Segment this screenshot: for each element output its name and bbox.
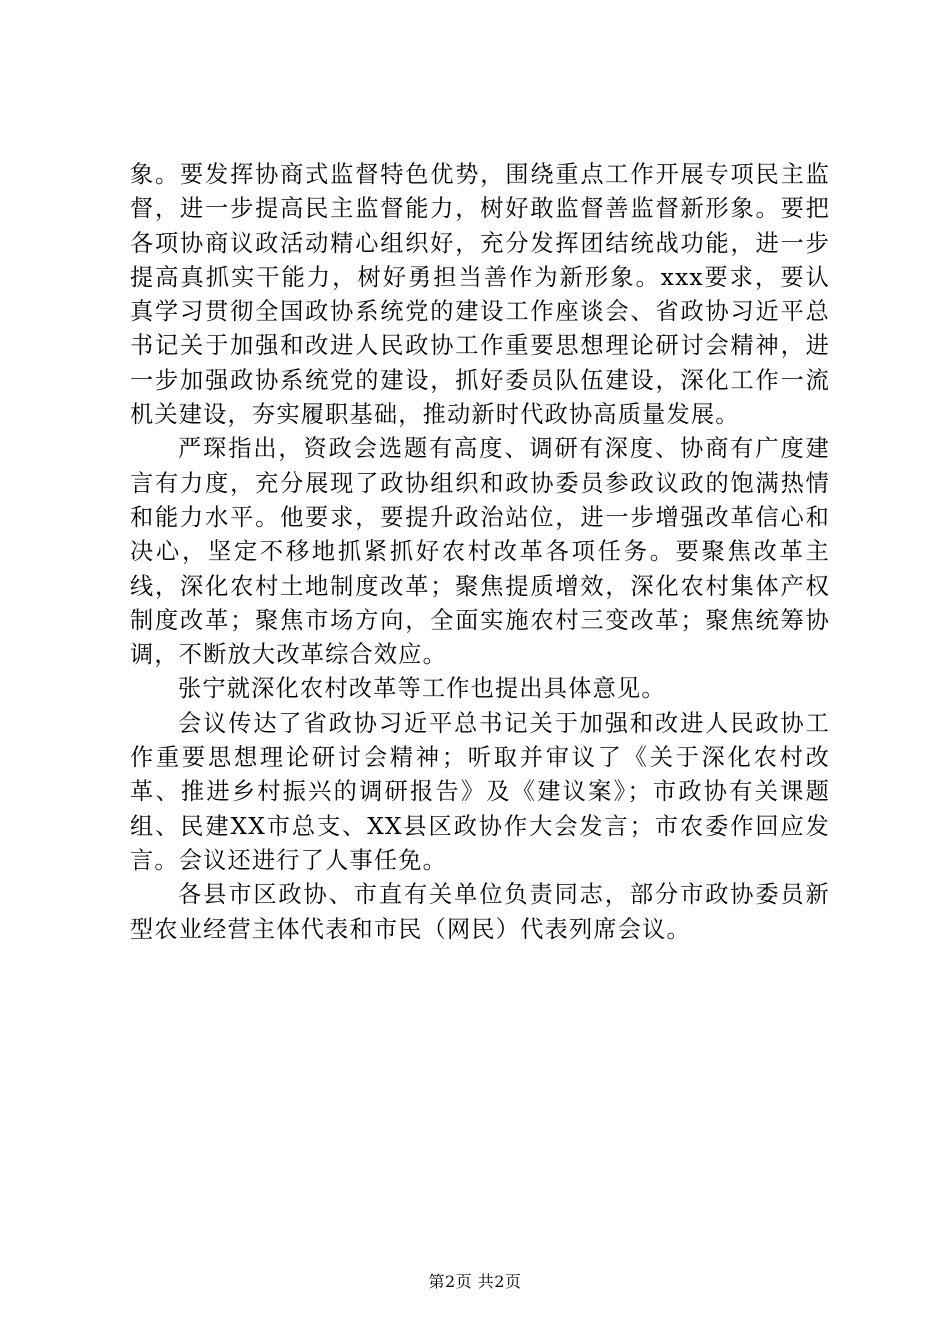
- paragraph-2: 严琛指出，资政会选题有高度、调研有深度、协商有广度建言有力度，充分展现了政协组织和政协委员参政议政的饱满热情和能力水平。他要求，要提升政治站位，进一步增强改革信心和决心，坚定不移地抓紧抓好农村改革各项任务。要聚焦改革主线，深化农村土地制度改革；聚焦提质增效，深化农村集体产权制度改革；聚焦市场方向，全面实施农村三变改革；聚焦统筹协调，不断放大改革综合效应。: [130, 435, 830, 669]
- paragraph-3: 张宁就深化农村改革等工作也提出具体意见。: [178, 675, 666, 703]
- document-body: [130, 158, 830, 947]
- page-number-footer: 第2页 共2页: [428, 1272, 522, 1291]
- paragraph-5: 各县市区政协、市直有关单位负责同志，部分市政协委员新型农业经营主体代表和市民（网民）代表列席会议。: [130, 881, 830, 943]
- paragraph-1: 象。要发挥协商式监督特色优势，围绕重点工作开展专项民主监督，进一步提高民主监督能力，树好敢监督善监督新形象。要把各项协商议政活动精心组织好，充分发挥团结统战功能，进一步提高真抓实干能力，树好勇担当善作为新形象。xxx要求，要认真学习贯彻全国政协系统党的建设工作座谈会、省政协习近平总书记关于加强和改进人民政协工作重要思想理论研讨会精神，进一步加强政协系统党的建设，抓好委员队伍建设，深化工作一流机关建设，夯实履职基础，推动新时代政协高质量发展。: [130, 161, 830, 429]
- paragraph-4: 会议传达了省政协习近平总书记关于加强和改进人民政协工作重要思想理论研讨会精神；听取并审议了《关于深化农村改革、推进乡村振兴的调研报告》及《建议案》；市政协有关课题组、民建XX市总支、XX县区政协作大会发言；市农委作回应发言。会议还进行了人事任免。: [130, 709, 830, 874]
